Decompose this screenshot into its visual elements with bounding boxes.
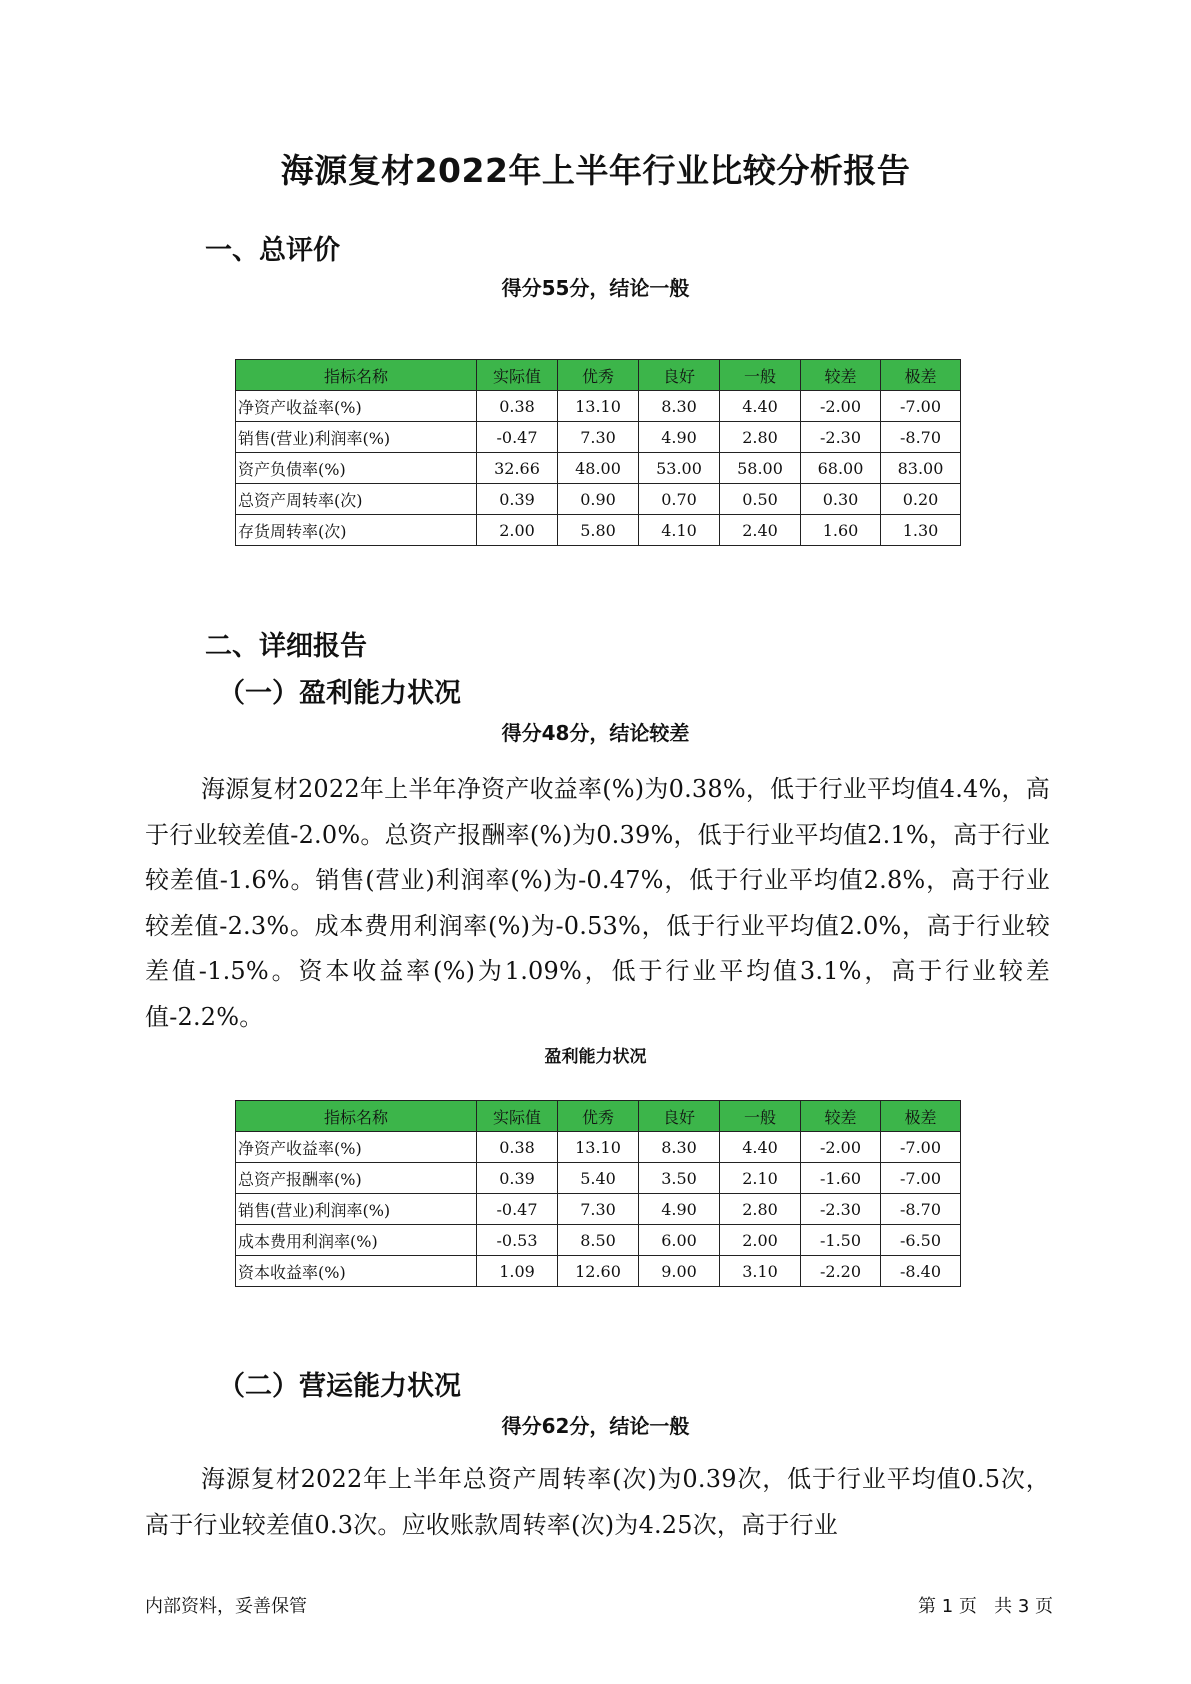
table-row bbox=[236, 1225, 961, 1256]
value-cell: 0.39 bbox=[477, 484, 558, 515]
operations-paragraph: 海源复材2022年上半年总资产周转率(次)为0.39次，低于行业平均值0.5次，高于行业较差值0.3次。应收账款周转率(次)为4.25次，高于行业 bbox=[145, 1465, 1050, 1539]
column-header: 较差 bbox=[801, 1101, 881, 1132]
value-cell: 32.66 bbox=[477, 453, 558, 484]
column-header: 优秀 bbox=[558, 1101, 639, 1132]
value-cell: 13.10 bbox=[558, 391, 639, 422]
page-title: 海源复材2022年上半年行业比较分析报告 bbox=[280, 151, 911, 190]
value-cell: -2.30 bbox=[801, 422, 881, 453]
value-cell: 0.30 bbox=[801, 484, 881, 515]
value-cell: 1.30 bbox=[881, 515, 961, 546]
value-cell: 7.30 bbox=[558, 1194, 639, 1225]
value-cell: 9.00 bbox=[639, 1256, 720, 1287]
table-row bbox=[236, 1163, 961, 1194]
value-cell: -0.47 bbox=[477, 1194, 558, 1225]
value-cell: 8.50 bbox=[558, 1225, 639, 1256]
value-cell: -2.20 bbox=[801, 1256, 881, 1287]
value-cell: 2.00 bbox=[477, 515, 558, 546]
table-header-row bbox=[236, 360, 961, 391]
value-cell: -7.00 bbox=[881, 1163, 961, 1194]
column-header: 极差 bbox=[881, 1101, 961, 1132]
value-cell: -0.47 bbox=[477, 422, 558, 453]
value-cell: 6.00 bbox=[639, 1225, 720, 1256]
column-header: 良好 bbox=[639, 1101, 720, 1132]
column-header: 一般 bbox=[720, 360, 801, 391]
value-cell: 53.00 bbox=[639, 453, 720, 484]
value-cell: 12.60 bbox=[558, 1256, 639, 1287]
value-cell: 2.40 bbox=[720, 515, 801, 546]
indicator-name-cell: 资本收益率(%) bbox=[236, 1256, 477, 1287]
value-cell: -7.00 bbox=[881, 391, 961, 422]
value-cell: 0.70 bbox=[639, 484, 720, 515]
indicator-name-cell: 总资产报酬率(%) bbox=[236, 1163, 477, 1194]
operations-score: 得分62分，结论一般 bbox=[501, 1414, 690, 1438]
value-cell: 48.00 bbox=[558, 453, 639, 484]
indicator-name-cell: 成本费用利润率(%) bbox=[236, 1225, 477, 1256]
value-cell: 13.10 bbox=[558, 1132, 639, 1163]
value-cell: 68.00 bbox=[801, 453, 881, 484]
value-cell: 0.39 bbox=[477, 1163, 558, 1194]
value-cell: 8.30 bbox=[639, 391, 720, 422]
indicator-name-cell: 存货周转率(次) bbox=[236, 515, 477, 546]
table-row bbox=[236, 422, 961, 453]
value-cell: -7.00 bbox=[881, 1132, 961, 1163]
indicator-name-cell: 销售(营业)利润率(%) bbox=[236, 422, 477, 453]
profitability-table bbox=[235, 1100, 961, 1287]
value-cell: 58.00 bbox=[720, 453, 801, 484]
profitability-score: 得分48分，结论较差 bbox=[501, 721, 690, 745]
footer-page-number: 第 1 页 共 3 页 bbox=[918, 1596, 1053, 1617]
table-row bbox=[236, 1256, 961, 1287]
table-row bbox=[236, 453, 961, 484]
value-cell: 8.30 bbox=[639, 1132, 720, 1163]
value-cell: 2.80 bbox=[720, 1194, 801, 1225]
value-cell: -1.60 bbox=[801, 1163, 881, 1194]
table-row bbox=[236, 1194, 961, 1225]
value-cell: 0.20 bbox=[881, 484, 961, 515]
section-heading-overall: 一、总评价 bbox=[205, 235, 340, 266]
indicator-name-cell: 净资产收益率(%) bbox=[236, 1132, 477, 1163]
value-cell: 4.40 bbox=[720, 391, 801, 422]
table-row bbox=[236, 515, 961, 546]
value-cell: -2.30 bbox=[801, 1194, 881, 1225]
value-cell: 1.60 bbox=[801, 515, 881, 546]
value-cell: 5.40 bbox=[558, 1163, 639, 1194]
value-cell: -1.50 bbox=[801, 1225, 881, 1256]
indicator-name-cell: 净资产收益率(%) bbox=[236, 391, 477, 422]
summary-table bbox=[235, 359, 961, 546]
value-cell: 2.00 bbox=[720, 1225, 801, 1256]
value-cell: -2.00 bbox=[801, 1132, 881, 1163]
column-header: 优秀 bbox=[558, 360, 639, 391]
value-cell: 0.38 bbox=[477, 391, 558, 422]
value-cell: -8.70 bbox=[881, 422, 961, 453]
value-cell: 0.38 bbox=[477, 1132, 558, 1163]
indicator-name-cell: 总资产周转率(次) bbox=[236, 484, 477, 515]
value-cell: 7.30 bbox=[558, 422, 639, 453]
column-header: 实际值 bbox=[477, 1101, 558, 1132]
value-cell: 4.90 bbox=[639, 422, 720, 453]
value-cell: -2.00 bbox=[801, 391, 881, 422]
overall-score: 得分55分，结论一般 bbox=[501, 276, 690, 300]
value-cell: 0.90 bbox=[558, 484, 639, 515]
value-cell: 4.10 bbox=[639, 515, 720, 546]
subsection-heading-profitability: （一）盈利能力状况 bbox=[218, 678, 461, 709]
value-cell: 0.50 bbox=[720, 484, 801, 515]
column-header: 良好 bbox=[639, 360, 720, 391]
table-row bbox=[236, 391, 961, 422]
indicator-name-cell: 销售(营业)利润率(%) bbox=[236, 1194, 477, 1225]
column-header: 指标名称 bbox=[236, 360, 477, 391]
value-cell: -8.40 bbox=[881, 1256, 961, 1287]
value-cell: 4.40 bbox=[720, 1132, 801, 1163]
indicator-name-cell: 资产负债率(%) bbox=[236, 453, 477, 484]
value-cell: 2.80 bbox=[720, 422, 801, 453]
table-row bbox=[236, 1132, 961, 1163]
value-cell: -6.50 bbox=[881, 1225, 961, 1256]
value-cell: 3.50 bbox=[639, 1163, 720, 1194]
footer-confidential: 内部资料，妥善保管 bbox=[145, 1596, 307, 1617]
value-cell: -0.53 bbox=[477, 1225, 558, 1256]
section-heading-detail: 二、详细报告 bbox=[205, 631, 367, 662]
value-cell: 1.09 bbox=[477, 1256, 558, 1287]
value-cell: 3.10 bbox=[720, 1256, 801, 1287]
column-header: 指标名称 bbox=[236, 1101, 477, 1132]
table-row bbox=[236, 484, 961, 515]
value-cell: 83.00 bbox=[881, 453, 961, 484]
value-cell: 5.80 bbox=[558, 515, 639, 546]
column-header: 较差 bbox=[801, 360, 881, 391]
profitability-table-caption: 盈利能力状况 bbox=[544, 1047, 647, 1067]
subsection-heading-operations: （二）营运能力状况 bbox=[218, 1371, 461, 1402]
profitability-paragraph: 海源复材2022年上半年净资产收益率(%)为0.38%，低于行业平均值4.4%，高于行业较差值-2.0%。总资产报酬率(%)为0.39%，低于行业平均值2.1%，高于行业较差值-1.6%。销售(营业)利润率(%)为-0.47%，低于行业平均值2.8%，高于行业较差值-2.3%。成本费用利润率(%)为-0.53%，低于行业平均值2.0%，高于行业较差值-1.5%。资本收益率(%)为1.09%，低于行业平均值3.1%，高于行业较差值-2.2%。 bbox=[145, 775, 1050, 1031]
column-header: 一般 bbox=[720, 1101, 801, 1132]
value-cell: 4.90 bbox=[639, 1194, 720, 1225]
column-header: 极差 bbox=[881, 360, 961, 391]
table-header-row bbox=[236, 1101, 961, 1132]
value-cell: 2.10 bbox=[720, 1163, 801, 1194]
column-header: 实际值 bbox=[477, 360, 558, 391]
value-cell: -8.70 bbox=[881, 1194, 961, 1225]
